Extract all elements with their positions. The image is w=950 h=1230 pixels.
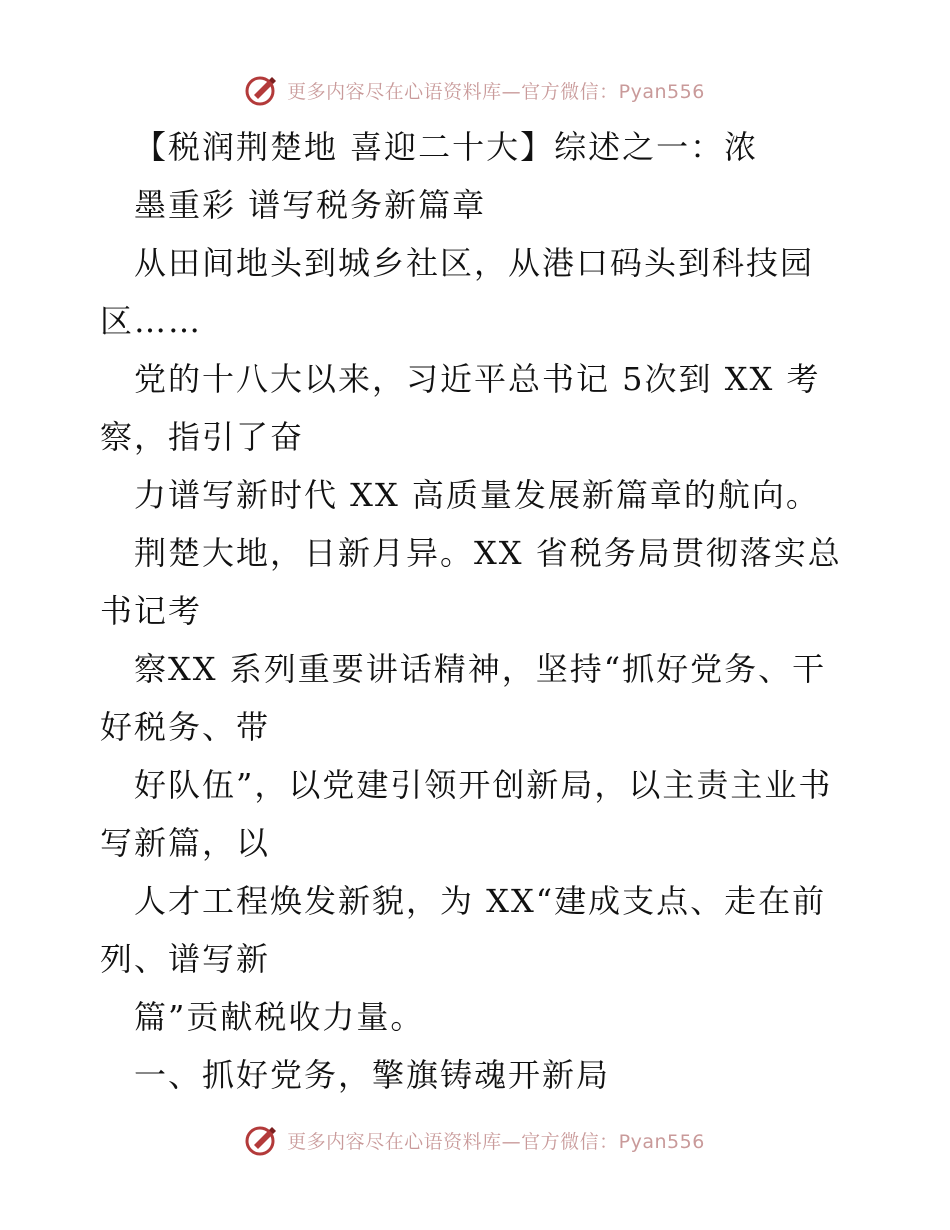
- paragraph-line: 书记考: [100, 592, 203, 630]
- paragraph-line: 好税务、带: [100, 708, 271, 746]
- paragraph-line: 党的十八大以来，习近平总书记 5次到 XX 考: [134, 360, 821, 398]
- watermark-text: 更多内容尽在心语资料库—官方微信：Pyan556: [287, 80, 705, 103]
- footer-watermark: [0, 1120, 950, 1160]
- paragraph-line: 列、谱写新: [100, 940, 271, 978]
- paragraph-line: 好队伍”，以党建引领开创新局，以主责主业书: [134, 766, 833, 804]
- title-line-2: 墨重彩 谱写税务新篇章: [134, 186, 487, 224]
- paragraph-line: 篇”贡献税收力量。: [134, 998, 425, 1036]
- paragraph-line: 区……: [100, 302, 203, 340]
- title-line-1: 【税润荆楚地 喜迎二十大】综述之一：浓: [134, 128, 759, 166]
- document-body: [100, 118, 860, 1104]
- paragraph-line: 荆楚大地，日新月异。XX 省税务局贯彻落实总: [134, 534, 842, 572]
- pen-logo-icon: [245, 73, 279, 107]
- paragraph-line: 人才工程焕发新貌，为 XX“建成支点、走在前: [134, 882, 827, 920]
- section-heading: 一、抓好党务，擎旗铸魂开新局: [134, 1056, 611, 1094]
- paragraph-line: 察XX 系列重要讲话精神，坚持“抓好党务、干: [134, 650, 827, 688]
- watermark-text: 更多内容尽在心语资料库—官方微信：Pyan556: [287, 1130, 705, 1153]
- paragraph-line: 力谱写新时代 XX 高质量发展新篇章的航向。: [134, 476, 820, 514]
- paragraph-line: 从田间地头到城乡社区，从港口码头到科技园: [134, 244, 815, 282]
- paragraph-line: 察，指引了奋: [100, 418, 305, 456]
- header-watermark: [0, 70, 950, 110]
- paragraph-line: 写新篇，以: [100, 824, 271, 862]
- pen-logo-icon: [245, 1123, 279, 1157]
